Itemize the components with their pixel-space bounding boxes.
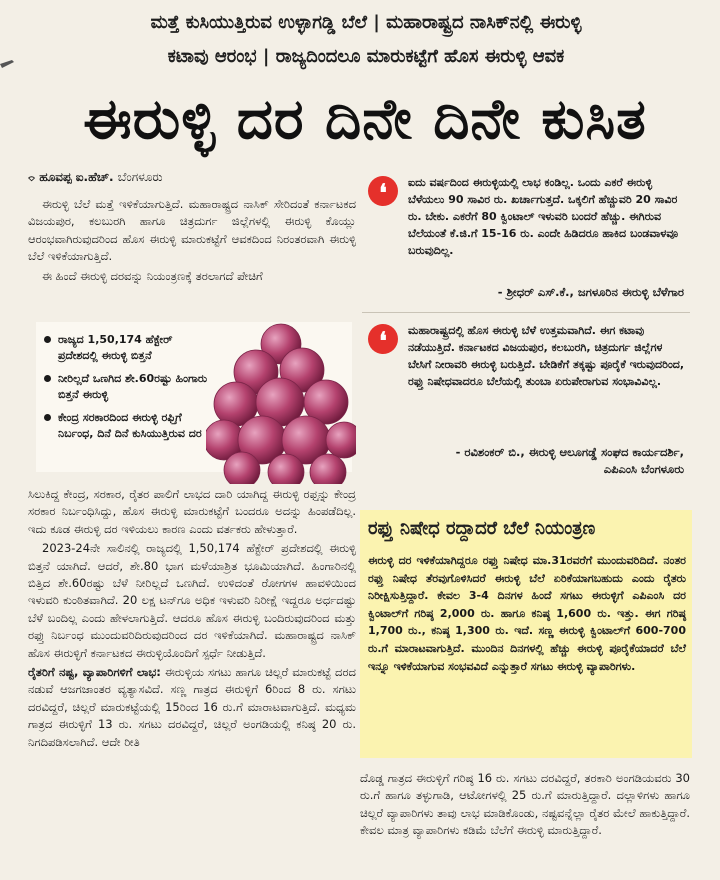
article-paragraph: ಈ ಹಿಂದೆ ಈರುಳ್ಳಿ ದರವನ್ನು ನಿಯಂತ್ರಣಕ್ಕೆ ತರಲಾಗದೆ ಪೇಚಿಗೆ	[42, 268, 263, 283]
quote-text: ಮಹಾರಾಷ್ಟ್ರದಲ್ಲಿ ಹೊಸ ಈರುಳ್ಳಿ ಬೆಳೆ ಉತ್ತಮವಾಗಿದೆ. ಈಗ ಕಟಾವು ನಡೆಯುತ್ತಿದೆ. ಕರ್ನಾಟಕದ ವಿಜಯಪುರ, ಕಲಬುರಗಿ, ಚಿತ್ರದುರ್ಗ ಜಿಲ್ಲೆಗಳ ಬೇಸಿಗೆ ನೀರಾವರಿ ಈರುಳ್ಳಿ ಬರುತ್ತಿದೆ. ಬೇಡಿಕೆಗೆ ತಕ್ಕಷ್ಟು ಪೂರೈಕೆ ಇರುವುದರಿಂದ, ರಫ್ತು ನಿಷೇಧವಾದರೂ ಬೆಲೆಯಲ್ಲಿ ತುಂಬಾ ಏರುಪೇರಾಗುವ ಸಂಭಾವಿವಿಲ್ಲ.	[408, 324, 685, 388]
quote-mark-icon: ❛	[368, 324, 398, 354]
article-paragraph: ಈರುಳ್ಳಿ ಬೆಲೆ ಮತ್ತೆ ಇಳಿಕೆಯಾಗುತ್ತಿದೆ. ಮಹಾರಾಷ್ಟ್ರದ ನಾಸಿಕ್ ಸೇರಿದಂತೆ ಕರ್ನಾಟಕದ ವಿಜಯಪುರ, ಕಲಬುರಗಿ ಹಾಗೂ ಚಿತ್ರದುರ್ಗ ಜಿಲ್ಲೆಗಳಲ್ಲಿ ಈರುಳ್ಳಿ ಕೊಯ್ಲು ಆರಂಭವಾಗಿರುವುದರಿಂದ ಹೊಸ ಈರುಳ್ಳಿ ಮಾರುಕಟ್ಟೆಗೆ ಆವಕದಿಂದ ನಿರಂತರವಾಗಿ ಈರುಳ್ಳಿ ಬೆಲೆ ಇಳಿಕೆಯಾಗುತ್ತಿದೆ.	[28, 197, 356, 264]
article-column-top	[28, 196, 356, 287]
fact-item: ಕೇಂದ್ರ ಸರಕಾರದಿಂದ ಈರುಳ್ಳಿ ರಫ್ತಿಗೆ ನಿರ್ಬಂಧ, ದಿನೆ ದಿನೆ ಕುಸಿಯುತ್ತಿರುವ ದರ	[44, 410, 214, 442]
bullet-icon	[44, 336, 51, 343]
onion-pile-photo	[206, 322, 356, 484]
article-paragraph: ದೊಡ್ಡ ಗಾತ್ರದ ಈರುಳ್ಳಿಗೆ ಗರಿಷ್ಠ 16 ರು. ಸಗಟು ದರವಿದ್ದರೆ, ತರಕಾರಿ ಅಂಗಡಿಯವರು 30 ರು.ಗೆ ಹಾಗೂ ತಳ್ಳುಗಾಡಿ, ಆಟೋಗಳಲ್ಲಿ 25 ರು.ಗೆ ಮಾರುತ್ತಿದ್ದಾರೆ. ದಲ್ಲಾಳಿಗಳು ಹಾಗೂ ಚಿಲ್ಲರೆ ವ್ಯಾಪಾರಿಗಳು ತಾವು ಲಾಭ ಮಾಡಿಕೊಂಡು, ನಷ್ಟವನ್ನೆಲ್ಲಾ ರೈತರ ಮೇಲೆ ಹಾಕುತ್ತಿದ್ದಾರೆ. ಕೇವಲ ಮಾತ್ರ ವ್ಯಾಪಾರಿಗಳು ಕಡಿಮೆ ಬೆಲೆಗೆ ಈರುಳ್ಳಿ ಮಾರುತ್ತಿದ್ದಾರೆ.	[360, 771, 690, 838]
page-edge-mark-icon	[0, 60, 14, 86]
deck-line-2: ಕಟಾವು ಆರಂಭ | ರಾಜ್ಯದಿಂದಲೂ ಮಾರುಕಟ್ಟೆಗೆ ಹೊಸ ಈರುಳ್ಳಿ ಆವಕ	[167, 46, 565, 67]
fact-item: ರಾಜ್ಯದ 1,50,174 ಹೆಕ್ಟೇರ್ ಪ್ರದೇಶದಲ್ಲಿ ಈರುಳ್ಳಿ ಬಿತ್ತನೆ	[44, 332, 214, 364]
quote-mark-icon: ❛	[368, 176, 398, 206]
byline-location: ಬೆಂಗಳೂರು	[117, 170, 163, 184]
article-column-main	[28, 486, 356, 753]
rss-icon: ⌔	[28, 170, 40, 184]
quote-signature: - ರವಿಶಂಕರ್ ಬಿ., ಈರುಳ್ಳಿ ಆಲೂಗಡ್ಡೆ ಸಂಘದ ಕಾರ್ಯದರ್ಶಿ, ಎಪಿಎಂಸಿ ಬೆಂಗಳೂರು	[455, 445, 684, 476]
divider	[362, 312, 690, 313]
quote-text: ಐದು ವರ್ಷದಿಂದ ಈರುಳ್ಳಿಯಲ್ಲಿ ಲಾಭ ಕಂಡಿಲ್ಲ. ಒಂದು ಎಕರೆ ಈರುಳ್ಳಿ ಬೆಳೆಯಲು 90 ಸಾವಿರ ರು. ಖರ್ಚಾಗುತ್ತದೆ. ಒಕ್ಕಲಿಗೆ ಹೆಚ್ಚುವರಿ 20 ಸಾವಿರ ರು. ಬೇಕು. ಎಕರೆಗೆ 80 ಕ್ವಿಂಟಾಲ್ ಇಳುವರಿ ಬಂದರೆ ಹೆಚ್ಚು. ಈಗಿರುವ ಬೆಲೆಯಂತೆ ಕೆ.ಜಿ.ಗೆ 15-16 ರು. ಎಂದೇ ಹಿಡಿದರೂ ಹಾಕಿದ ಬಂಡವಾಳವೂ ಬರುವುದಿಲ್ಲ.	[408, 176, 679, 257]
article-paragraph: 2023-24ನೇ ಸಾಲಿನಲ್ಲಿ ರಾಜ್ಯದಲ್ಲಿ 1,50,174 ಹೆಕ್ಟೇರ್ ಪ್ರದೇಶದಲ್ಲಿ ಈರುಳ್ಳಿ ಬಿತ್ತನೆ ಯಾಗಿದೆ. ಆದರೆ, ಶೇ.80 ಭಾಗ ಮಳೆಯಾಶ್ರಿತ ಭೂಮಿಯಾಗಿದೆ. ಹಿಂಗಾರಿನಲ್ಲಿ ಬಿತ್ತಿದ ಶೇ.60ರಷ್ಟು ಬೆಳೆ ನೀರಿಲ್ಲದೆ ಒಣಗಿದೆ. ಉಳಿದಂತೆ ರೋಗಗಳ ಹಾವಳಿಯಿಂದ ಇಳುವರಿ ಕುಂಠಿತವಾಗಿದೆ. 20 ಲಕ್ಷ ಟನ್‌ಗೂ ಅಧಿಕ ಇಳುವರಿ ನಿರೀಕ್ಷೆ ಇದ್ದರೂ ಅರ್ಧದಷ್ಟು ಬೆಳೆ ಬಂದಿಲ್ಲ ಎಂದು ಹೇಳಲಾಗುತ್ತಿದೆ. ಆದರೂ ಹೊಸ ಈರುಳ್ಳಿ ಬಂದಿರುವುದರಿಂದ ಮತ್ತು ರಫ್ತು ನಿರ್ಬಂಧ ಮುಂದುವರಿದಿರುವುದರಿಂದ ದರ ಇಳಿಕೆಯಾಗಿದೆ. ಮಹಾರಾಷ್ಟ್ರದ ನಾಸಿಕ್ ಹೊಸ ಈರುಳ್ಳಿಗೆ ಕರ್ನಾಟಕದ ಈರುಳ್ಳಿಯೊಂದಿಗೆ ಸ್ಪರ್ಧೆ ನೀಡುತ್ತಿದೆ.	[28, 541, 356, 660]
sidebar-title: ರಫ್ತು ನಿಷೇಧ ರದ್ದಾದರೆ ಬೆಲೆ ನಿಯಂತ್ರಣ	[368, 518, 596, 539]
sidebar-box	[360, 510, 692, 758]
deck-line-1: ಮತ್ತೆ ಕುಸಿಯುತ್ತಿರುವ ಉಳ್ಳಾಗಡ್ಡಿ ಬೆಲೆ | ಮಹಾರಾಷ್ಟ್ರದ ನಾಸಿಕ್‌ನಲ್ಲಿ ಈರುಳ್ಳಿ	[150, 12, 582, 33]
quote-box-association	[362, 318, 690, 478]
fact-item: ನೀರಿಲ್ಲದೆ ಒಣಗಿದ ಶೇ.60ರಷ್ಟು ಹಿಂಗಾರು ಬಿತ್ತನೆ ಈರುಳ್ಳಿ	[44, 371, 214, 403]
byline-author: ಹೂವಪ್ಪ ಐ.ಹೆಚ್.	[39, 170, 114, 184]
article-paragraph: ರೈತರಿಗೆ ನಷ್ಟ, ವ್ಯಾಪಾರಿಗಳಿಗೆ ಲಾಭ: ಈರುಳ್ಳಿಯ ಸಗಟು ಹಾಗೂ ಚಿಲ್ಲರೆ ಮಾರುಕಟ್ಟೆ ದರದ ನಡುವೆ ಆಜಗಜಾಂತರ ವ್ಯತ್ಯಾಸವಿದೆ. ಸಣ್ಣ ಗಾತ್ರದ ಈರುಳ್ಳಿಗೆ 6ರಿಂದ 8 ರು. ಸಗಟು ದರವಿದ್ದರೆ, ಚಿಲ್ಲರೆ ಮಾರುಕಟ್ಟೆಯಲ್ಲಿ 15ರಿಂದ 16 ರು.ಗೆ ಮಾರಾಟವಾಗುತ್ತಿದೆ. ಮಧ್ಯಮ ಗಾತ್ರದ ಈರುಳ್ಳಿಗೆ 13 ರು. ಸಗಟು ದರವಿದ್ದರೆ, ಚಿಲ್ಲರೆ ಅಂಗಡಿಯಲ್ಲಿ ಕನಿಷ್ಠ 20 ರು. ನಿಗದಿಪಡಿಸಲಾಗಿದೆ. ಆದೇ ರೀತಿ	[28, 665, 356, 749]
subhead: ರೈತರಿಗೆ ನಷ್ಟ, ವ್ಯಾಪಾರಿಗಳಿಗೆ ಲಾಭ:	[28, 665, 161, 680]
bullet-icon	[44, 414, 51, 421]
bullet-icon	[44, 375, 51, 382]
fact-list	[36, 322, 214, 442]
quote-signature: - ಶ್ರೀಧರ್ ಎಸ್.ಕೆ., ಜಗಳೂರಿನ ಈರುಳ್ಳಿ ಬೆಳೆಗಾರ	[497, 285, 684, 299]
article-column-continued	[360, 770, 690, 842]
sidebar-body: ಈರುಳ್ಳಿ ದರ ಇಳಿಕೆಯಾಗಿದ್ದರೂ ರಫ್ತು ನಿಷೇಧ ಮಾ.31ರವರೆಗೆ ಮುಂದುವರಿದಿದೆ. ನಂತರ ರಫ್ತು ನಿಷೇಧ ತೆರವುಗೊಳಿಸಿದರೆ ಈರುಳ್ಳಿ ಬೆಲೆ ಏರಿಕೆಯಾಗಬಹುದು ಎಂದು ರೈತರು ನಿರೀಕ್ಷಿಸುತ್ತಿದ್ದಾರೆ. ಕೇವಲ 3-4 ದಿನಗಳ ಹಿಂದೆ ಸಗಟು ಈರುಳ್ಳಿಗೆ ಎಪಿಎಂಸಿ ದರ ಕ್ವಿಂಟಾಲ್‌ಗೆ ಗರಿಷ್ಠ 2,000 ರು. ಹಾಗೂ ಕನಿಷ್ಠ 1,600 ರು. ಇತ್ತು. ಈಗ ಗರಿಷ್ಠ 1,700 ರು., ಕನಿಷ್ಠ 1,300 ರು. ಇದೆ. ಸಣ್ಣ ಈರುಳ್ಳಿ ಕ್ವಿಂಟಾಲ್‌ಗೆ 600-700 ರು.ಗೆ ಮಾರಾಟವಾಗುತ್ತಿದೆ. ಮುಂದಿನ ದಿನಗಳಲ್ಲಿ ಹೆಚ್ಚು ಈರುಳ್ಳಿ ಪೂರೈಕೆಯಾದರೆ ಬೆಲೆ ಇನ್ನೂ ಇಳಿಕೆಯಾಗುವ ಸಂಭವವಿದೆ ಎನ್ನುತ್ತಾರೆ ಸಗಟು ಈರುಳ್ಳಿ ವ್ಯಾಪಾರಿಗಳು.	[368, 554, 686, 673]
headline: ಈರುಳ್ಳಿ ದರ ದಿನೇ ದಿನೇ ಕುಸಿತ	[83, 87, 647, 152]
onion-bulbs	[206, 324, 356, 484]
quote-box-farmer	[362, 170, 690, 308]
byline	[28, 170, 163, 185]
article-paragraph: ಸಿಲುಕಿದ್ದ ಕೇಂದ್ರ, ಸರಕಾರ, ರೈತರ ಪಾಲಿಗೆ ಲಾಭದ ದಾರಿ ಯಾಗಿದ್ದ ಈರುಳ್ಳಿ ರಫ್ತನ್ನು ಕೇಂದ್ರ ಸರಕಾರ ನಿರ್ಬಂಧಿಸಿದ್ದು, ಹೊಸ ಈರುಳ್ಳಿ ಮಾರುಕಟ್ಟೆಗೆ ಬಂದರೂ ಅದನ್ನು ಹಿಂಪಡೆದಿಲ್ಲ. ಇದು ಕೂಡ ಈರುಳ್ಳಿ ದರ ಇಳಿಯಲು ಕಾರಣ ಎಂದು ವರ್ತಕರು ಹೇಳುತ್ತಾರೆ.	[28, 487, 356, 536]
